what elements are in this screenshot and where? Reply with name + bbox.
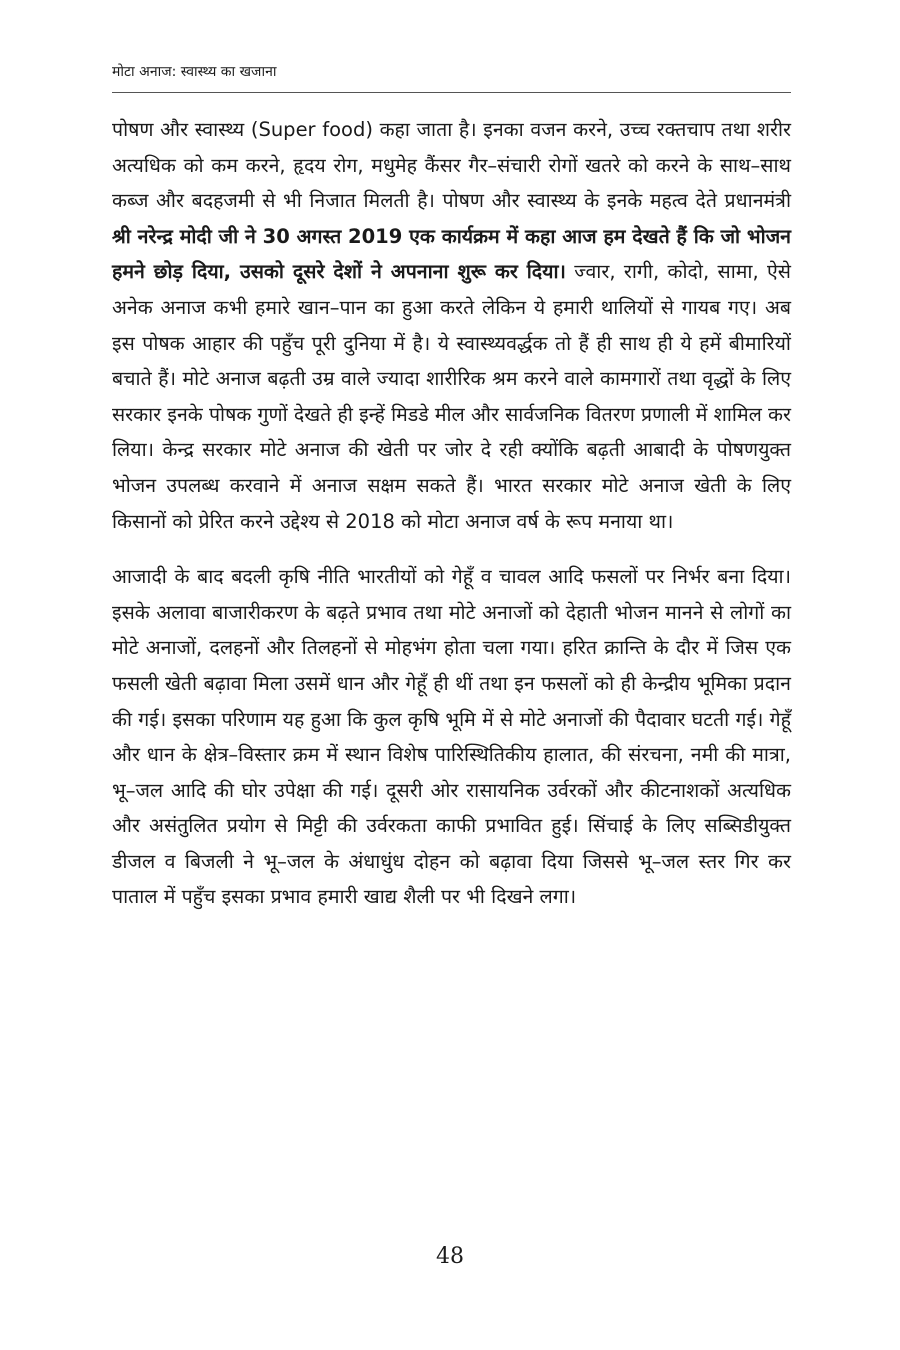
page-number: 48 (436, 1244, 464, 1269)
paragraph-1 (112, 112, 791, 539)
header-divider (112, 92, 791, 93)
paragraph-1-text-1: पोषण और स्वास्थ्य (Super food) कहा जाता है। इनका वजन करने, उच्च रक्तचाप तथा शरीर अत्यधिक को कम करने, हृदय रोग, मधुमेह कैंसर गैर–संचारी रोगों खतरे को करने के साथ–साथ कब्ज और बदहजमी से भी निजात मिलती है। पोषण और स्वास्थ्य के इनके महत्व देते प्रधानमंत्री (112, 118, 791, 213)
paragraph-1-bold-quote: श्री नरेन्द्र मोदी जी ने 30 अगस्त 2019 एक कार्यक्रम में कहा आज हम देखते हैं कि जो भोजन हमने छोड़ दिया, उसको दूसरे देशों ने अपनाना शुरू कर दिया। (112, 224, 791, 284)
running-head-title: मोटा अनाज: स्वास्थ्य का खजाना (112, 64, 277, 80)
paragraph-1-text-2: ज्वार, रागी, कोदो, सामा, ऐसे अनेक अनाज कभी हमारे खान–पान का हुआ करते लेकिन ये हमारी थालियों से गायब गए। अब इस पोषक आहार की पहुँच पूरी दुनिया में है। ये स्वास्थ्यवर्द्धक तो हैं ही साथ ही ये हमें बीमारियों बचाते हैं। मोटे अनाज बढ़ती उम्र वाले ज्यादा शारीरिक श्रम करने वाले कामगारों तथा वृद्धों के लिए सरकार इनके पोषक गुणों देखते ही इन्हें मिडडे मील और सार्वजनिक वितरण प्रणाली में शामिल कर लिया। केन्द्र सरकार मोटे अनाज की खेती पर जोर दे रही क्योंकि बढ़ती आबादी के पोषणयुक्त भोजन उपलब्ध करवाने में अनाज सक्षम सकते हैं। भारत सरकार मोटे अनाज खेती के लिए किसानों को प्रेरित करने उद्देश्य से 2018 को मोटा अनाज वर्ष के रूप मनाया था। (112, 260, 791, 533)
paragraph-2 (112, 559, 791, 915)
body-text (112, 112, 791, 915)
paragraph-2-text: आजादी के बाद बदली कृषि नीति भारतीयों को गेहूँ व चावल आदि फसलों पर निर्भर बना दिया। इसके अलावा बाजारीकरण के बढ़ते प्रभाव तथा मोटे अनाजों को देहाती भोजन मानने से लोगों का मोटे अनाजों, दलहनों और तिलहनों से मोहभंग होता चला गया। हरित क्रान्ति के दौर में जिस एक फसली खेती बढ़ावा मिला उसमें धान और गेहूँ ही थीं तथा इन फसलों को ही केन्द्रीय भूमिका प्रदान की गई। इसका परिणाम यह हुआ कि कुल कृषि भूमि में से मोटे अनाजों की पैदावार घटती गई। गेहूँ और धान के क्षेत्र–विस्तार क्रम में स्थान विशेष पारिस्थितिकीय हालात, की संरचना, नमी की मात्रा, भू–जल आदि की घोर उपेक्षा की गई। दूसरी ओर रासायनिक उर्वरकों और कीटनाशकों अत्यधिक और असंतुलित प्रयोग से मिट्टी की उर्वरकता काफी प्रभावित हुई। सिंचाई के लिए सब्सिडीयुक्त डीजल व बिजली ने भू–जल के अंधाधुंध दोहन को बढ़ावा दिया जिससे भू–जल स्तर गिर कर पाताल में पहुँच इसका प्रभाव हमारी खाद्य शैली पर भी दिखने लगा। (112, 565, 791, 909)
